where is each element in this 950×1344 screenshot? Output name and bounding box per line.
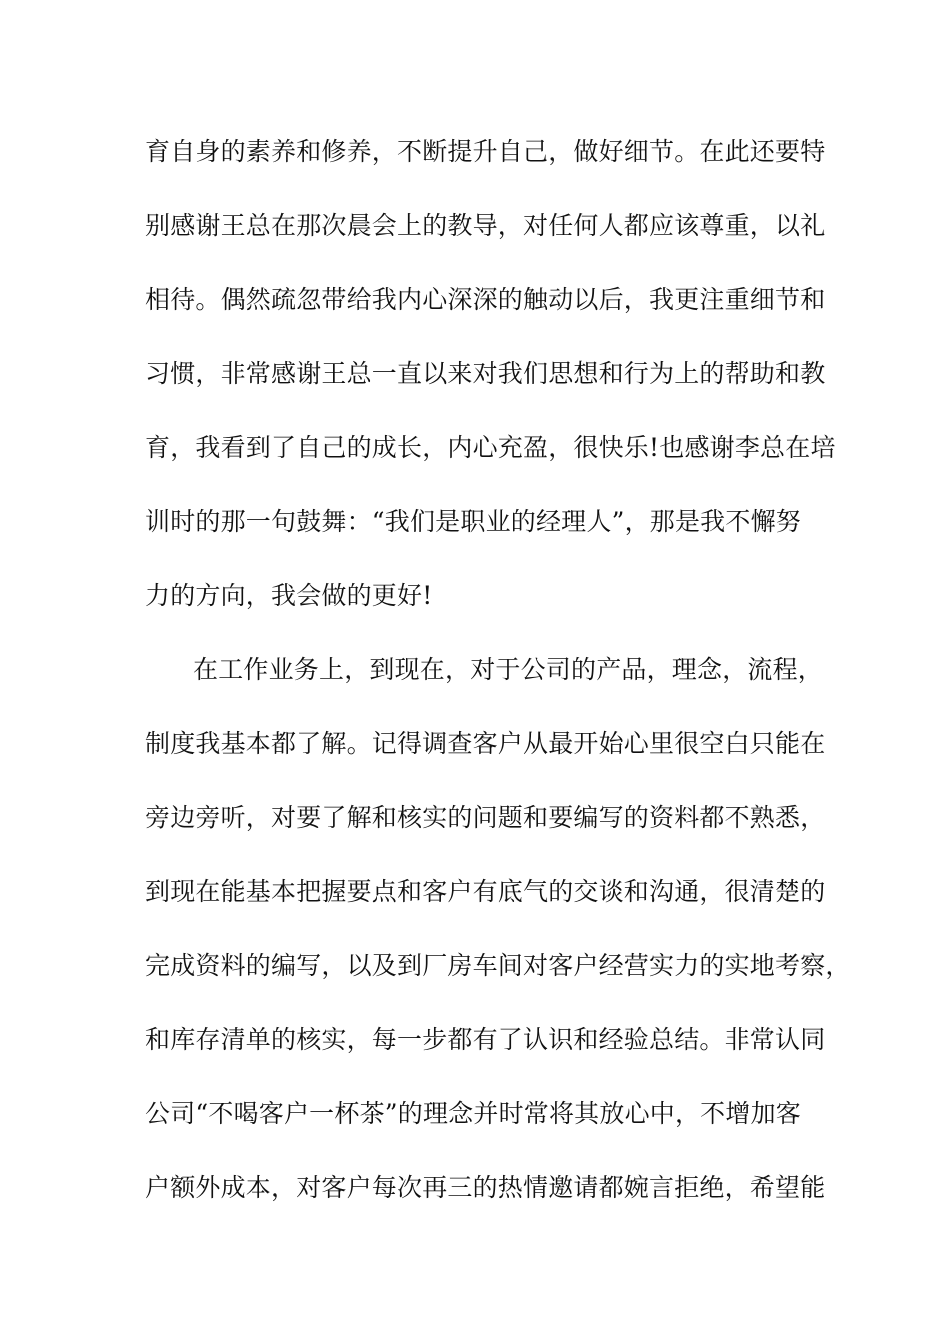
- text-line: 训时的那一句鼓舞：“我们是职业的经理人”，那是我不懈努: [145, 507, 801, 536]
- text-line: 相待。偶然疏忽带给我内心深深的触动以后，我更注重细节和: [145, 285, 826, 314]
- text-line: 旁边旁听，对要了解和核实的问题和要编写的资料都不熟悉，: [145, 803, 826, 832]
- text-line: 育自身的素养和修养，不断提升自己，做好细节。在此还要特: [145, 137, 826, 166]
- body-text: [145, 129, 851, 1239]
- text-line: 力的方向，我会做的更好!: [145, 581, 433, 610]
- text-line: 到现在能基本把握要点和客户有底气的交谈和沟通，很清楚的: [145, 877, 826, 906]
- text-line: 别感谢王总在那次晨会上的教导，对任何人都应该尊重，以礼: [145, 211, 826, 240]
- text-line: 育，我看到了自己的成长，内心充盈，很快乐!也感谢李总在培: [145, 433, 836, 462]
- text-line: 和库存清单的核实，每一步都有了认识和经验总结。非常认同: [145, 1025, 826, 1054]
- text-line: 习惯，非常感谢王总一直以来对我们思想和行为上的帮助和教: [145, 359, 826, 388]
- paragraph-start-line: 在工作业务上，到现在，对于公司的产品，理念，流程，: [193, 655, 824, 684]
- text-line: 户额外成本，对客户每次再三的热情邀请都婉言拒绝，希望能: [145, 1173, 826, 1202]
- text-line: 制度我基本都了解。记得调查客户从最开始心里很空白只能在: [145, 729, 826, 758]
- text-line: 公司“不喝客户一杯茶”的理念并时常将其放心中，不增加客: [145, 1099, 801, 1128]
- text-line: 完成资料的编写，以及到厂房车间对客户经营实力的实地考察，: [145, 951, 851, 980]
